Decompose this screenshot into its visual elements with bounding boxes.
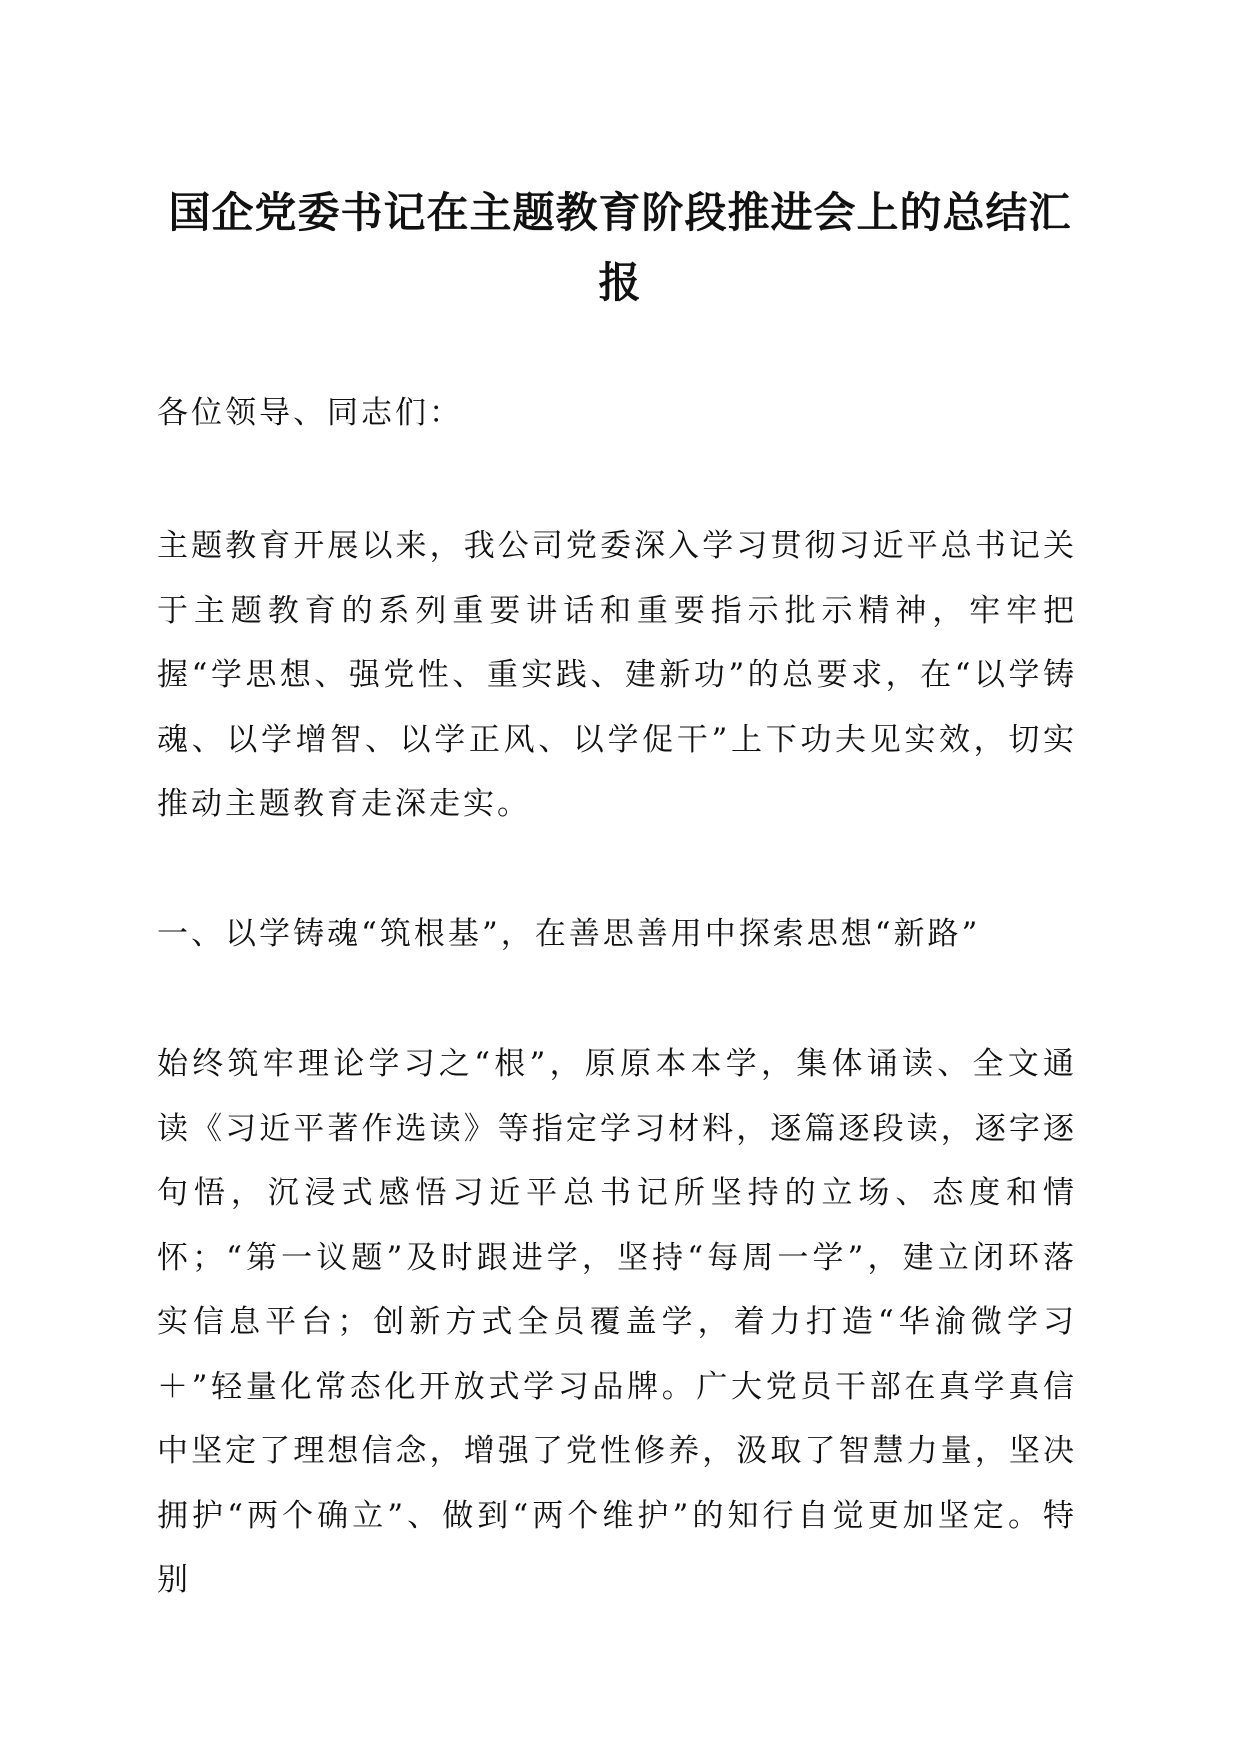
document-title: 国企党委书记在主题教育阶段推进会上的总结汇报: [168, 188, 1072, 307]
intro-paragraph: 主题教育开展以来，我公司党委深入学习贯彻习近平总书记关于主题教育的系列重要讲话和重要指示批示精神，牢牢把握“学思想、强党性、重实践、建新功”的总要求，在“以学铸魂、以学增智、以学正风、以学促干”上下功夫见实效，切实推动主题教育走深走实。: [157, 528, 1077, 822]
section-1-paragraph: 始终筑牢理论学习之“根”，原原本本学，集体诵读、全文通读《习近平著作选读》等指定学习材料，逐篇逐段读，逐字逐句悟，沉浸式感悟习近平总书记所坚持的立场、态度和情怀；“第一议题”及时跟进学，坚持“每周一学”，建立闭环落实信息平台；创新方式全员覆盖学，着力打造“华渝微学习＋”轻量化常态化开放式学习品牌。广大党员干部在真学真信中坚定了理想信念，增强了党性修养，汲取了智慧力量，坚决拥护“两个确立”、做到“两个维护”的知行自觉更加坚定。特别: [157, 1046, 1077, 1598]
section-heading-1: 一、以学铸魂“筑根基”，在善思善用中探索思想“新路”: [157, 916, 981, 952]
salutation: 各位领导、同志们：: [157, 395, 463, 431]
